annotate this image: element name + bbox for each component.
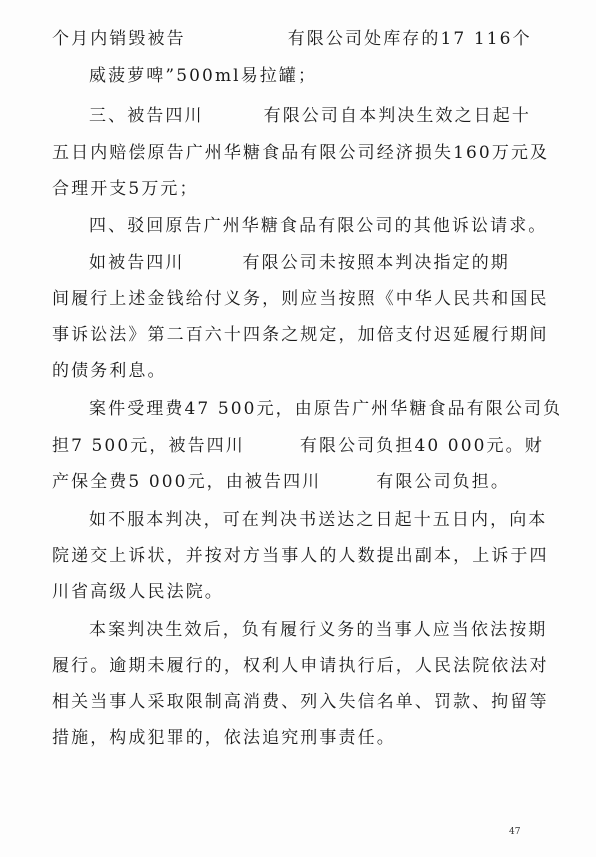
text-segment: 产保全费5 000元，由被告四川 <box>52 472 322 492</box>
text-line <box>52 138 550 168</box>
text-line <box>52 687 549 717</box>
text-segment: 五日内赔偿原告广州华糖食品有限公司经济损失160万元及 <box>52 143 550 163</box>
page-number: 47 <box>509 827 521 837</box>
text-segment: 院递交上诉状，并按对方当事人的人数提出副本，上诉于四 <box>52 546 549 566</box>
text-line <box>89 505 548 535</box>
text-segment: 措施，构成犯罪的，依法追究刑事责任。 <box>52 728 396 748</box>
text-segment: 四、驳回原告广州华糖食品有限公司的其他诉讼请求。 <box>89 216 548 236</box>
text-segment: 有限公司负担。 <box>376 472 510 492</box>
text-line <box>52 431 544 461</box>
text-segment: 担7 500元，被告四川 <box>52 436 245 456</box>
text-line <box>52 577 492 607</box>
text-segment: 有限公司未按照本判决指定的期 <box>242 253 510 273</box>
text-line <box>89 101 532 131</box>
text-segment: 本案判决生效后，负有履行义务的当事人应当依法按期 <box>89 620 548 640</box>
text-segment: 有限公司负担40 000元。财 <box>299 436 544 456</box>
text-segment: 的债务利息。 <box>52 361 167 381</box>
text-line <box>89 248 529 278</box>
text-line <box>89 211 548 241</box>
text-segment: 有限公司处库存的17 116个 <box>287 29 532 49</box>
text-line <box>52 467 510 497</box>
text-line <box>52 284 549 314</box>
text-segment: 威菠萝啤”500ml易拉罐； <box>89 66 318 86</box>
text-line <box>52 320 549 350</box>
text-line <box>52 651 549 681</box>
text-segment: 如不服本判决，可在判决书送达之日起十五日内，向本 <box>89 510 548 530</box>
text-segment: 有限公司自本判决生效之日起十 <box>263 106 532 126</box>
text-line <box>52 24 532 54</box>
text-segment: 如被告四川 <box>89 253 185 273</box>
text-line <box>89 394 563 424</box>
text-segment: 个月内销毁被告 <box>52 29 186 49</box>
text-line <box>89 61 529 91</box>
text-line <box>52 174 492 204</box>
text-line <box>52 356 492 386</box>
text-segment: 相关当事人采取限制高消费、列入失信名单、罚款、拘留等 <box>52 692 549 712</box>
text-segment: 案件受理费47 500元，由原告广州华糖食品有限公司负 <box>89 399 563 419</box>
text-segment: 履行。逾期未履行的，权利人申请执行后，人民法院依法对 <box>52 656 549 676</box>
text-segment: 事诉讼法》第二百六十四条之规定，加倍支付迟延履行期间 <box>52 325 549 345</box>
text-segment: 间履行上述金钱给付义务，则应当按照《中华人民共和国民 <box>52 289 549 309</box>
text-segment: 合理开支5万元； <box>52 179 199 199</box>
text-segment: 三、被告四川 <box>89 106 204 126</box>
text-segment: 川省高级人民法院。 <box>52 582 224 602</box>
text-line <box>52 541 549 571</box>
text-line <box>89 615 548 645</box>
text-line <box>52 723 492 753</box>
